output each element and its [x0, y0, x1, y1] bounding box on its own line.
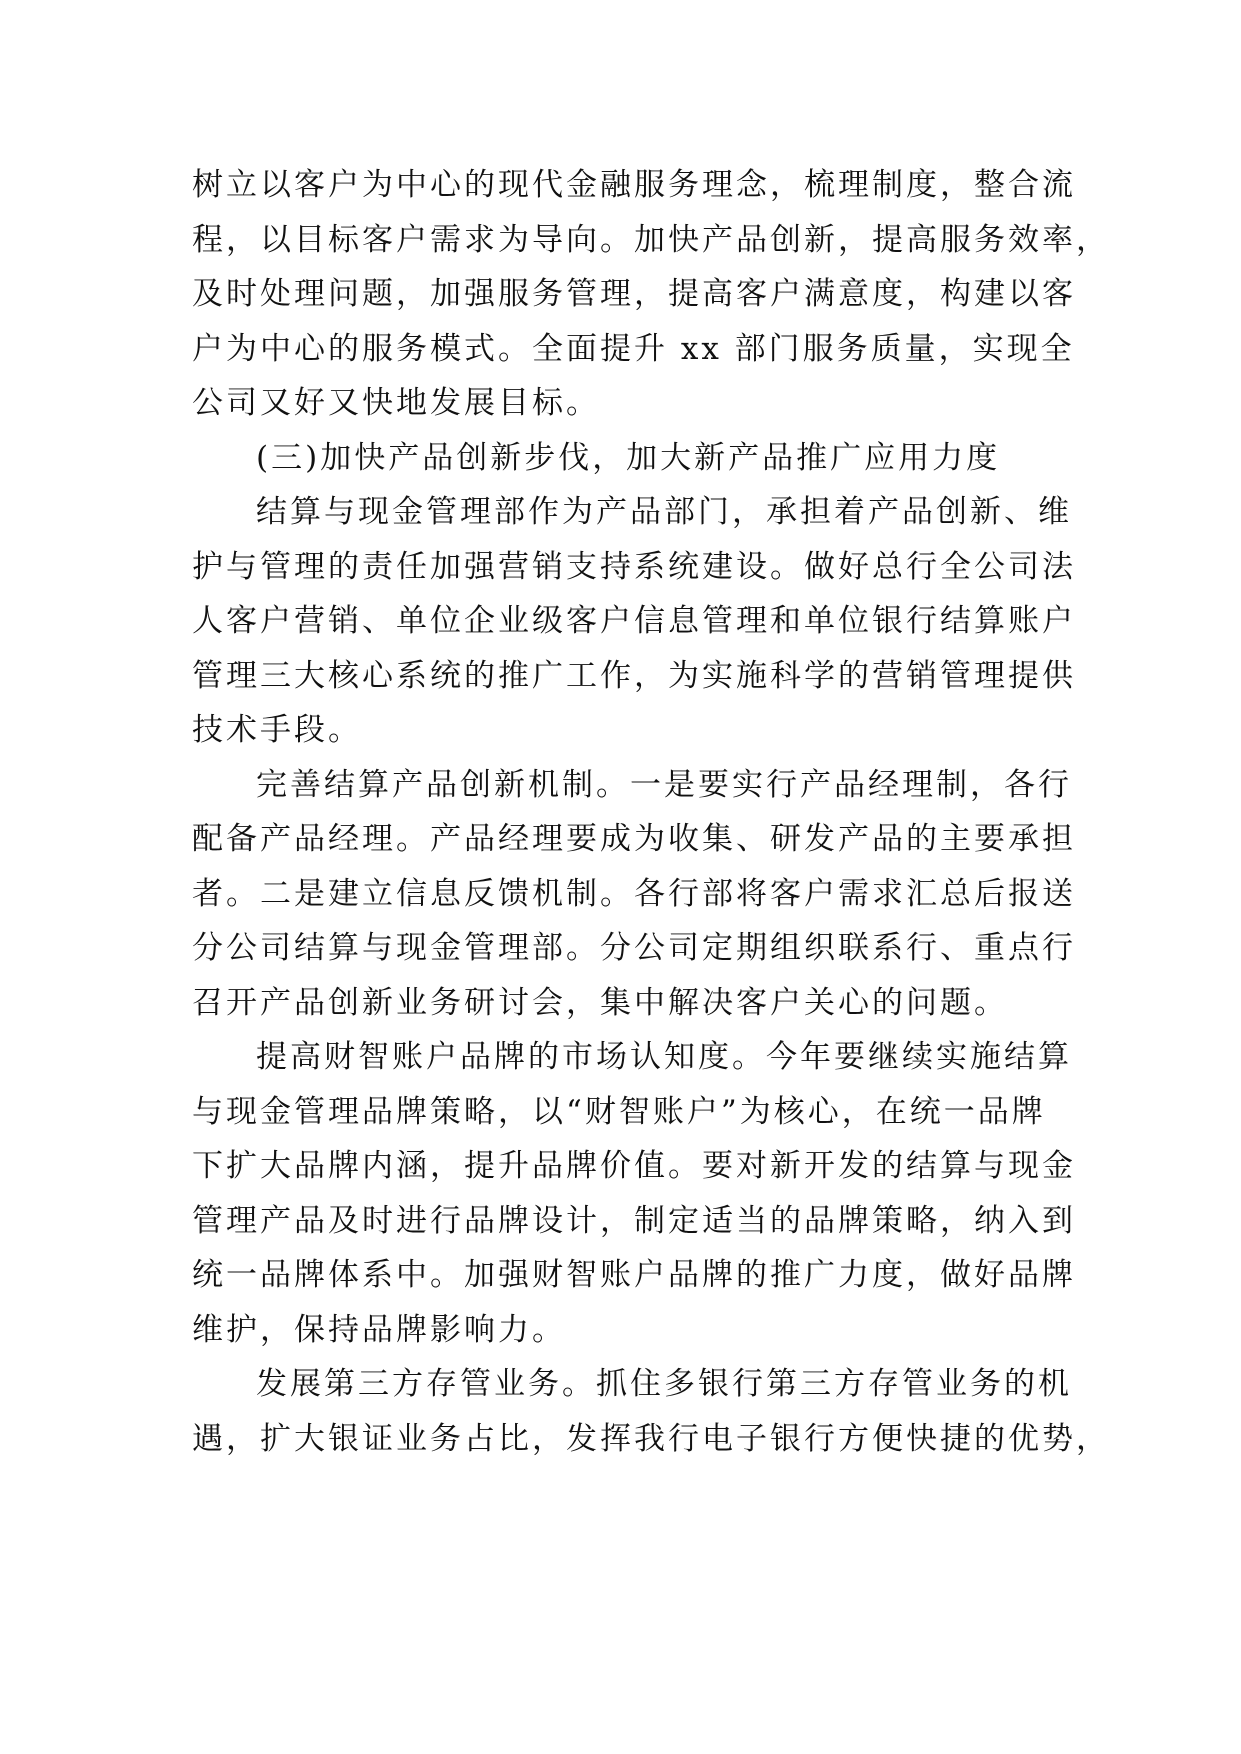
text-line: 召开产品创新业务研讨会，集中解决客户关心的问题。 — [192, 984, 1008, 1021]
text-line: 管理产品及时进行品牌设计，制定适当的品牌策略，纳入到 — [192, 1202, 1076, 1239]
text-line: 公司又好又快地发展目标。 — [192, 385, 600, 421]
text-line: 户为中心的服务模式。全面提升 xx 部门服务质量，实现全 — [192, 330, 1075, 367]
text-line: 发展第三方存管业务。抓住多银行第三方存管业务的机 — [256, 1366, 1072, 1402]
text-line: 技术手段。 — [192, 712, 362, 748]
text-line: 人客户营销、单位企业级客户信息管理和单位银行结算账户 — [192, 603, 1076, 639]
text-line: 结算与现金管理部作为产品部门，承担着产品创新、维 — [256, 494, 1072, 530]
paragraph-2 — [192, 485, 1076, 758]
text-line: 管理三大核心系统的推广工作，为实施科学的营销管理提供 — [192, 657, 1076, 694]
heading-line: (三)加快产品创新步伐，加大新产品推广应用力度 — [256, 439, 1001, 476]
section-heading — [192, 431, 1052, 486]
paragraph-4 — [192, 1030, 1076, 1357]
text-line: 统一品牌体系中。加强财智账户品牌的推广力度，做好品牌 — [192, 1257, 1076, 1293]
paragraph-5 — [192, 1357, 1110, 1466]
paragraph-3 — [192, 758, 1076, 1031]
text-line: 提高财智账户品牌的市场认知度。今年要继续实施结算 — [256, 1039, 1072, 1075]
text-line: 程，以目标客户需求为导向。加快产品创新，提高服务效率， — [192, 221, 1110, 258]
text-line: 分公司结算与现金管理部。分公司定期组织联系行、重点行 — [192, 930, 1076, 966]
text-line: 者。二是建立信息反馈机制。各行部将客户需求汇总后报送 — [192, 875, 1076, 912]
text-line: 与现金管理品牌策略，以“财智账户”为核心，在统一品牌 — [192, 1093, 1046, 1130]
paragraph-1 — [192, 158, 1110, 431]
document-body — [192, 158, 1110, 1466]
text-line: 维护，保持品牌影响力。 — [192, 1311, 566, 1348]
text-line: 及时处理问题，加强服务管理，提高客户满意度，构建以客 — [192, 276, 1076, 312]
text-line: 遇，扩大银证业务占比，发挥我行电子银行方便快捷的优势， — [192, 1420, 1110, 1457]
text-line: 树立以客户为中心的现代金融服务理念，梳理制度，整合流 — [192, 167, 1076, 203]
text-line: 配备产品经理。产品经理要成为收集、研发产品的主要承担 — [192, 821, 1076, 857]
text-line: 下扩大品牌内涵，提升品牌价值。要对新开发的结算与现金 — [192, 1148, 1076, 1184]
text-line: 护与管理的责任加强营销支持系统建设。做好总行全公司法 — [192, 548, 1076, 585]
text-line: 完善结算产品创新机制。一是要实行产品经理制，各行 — [256, 766, 1072, 803]
